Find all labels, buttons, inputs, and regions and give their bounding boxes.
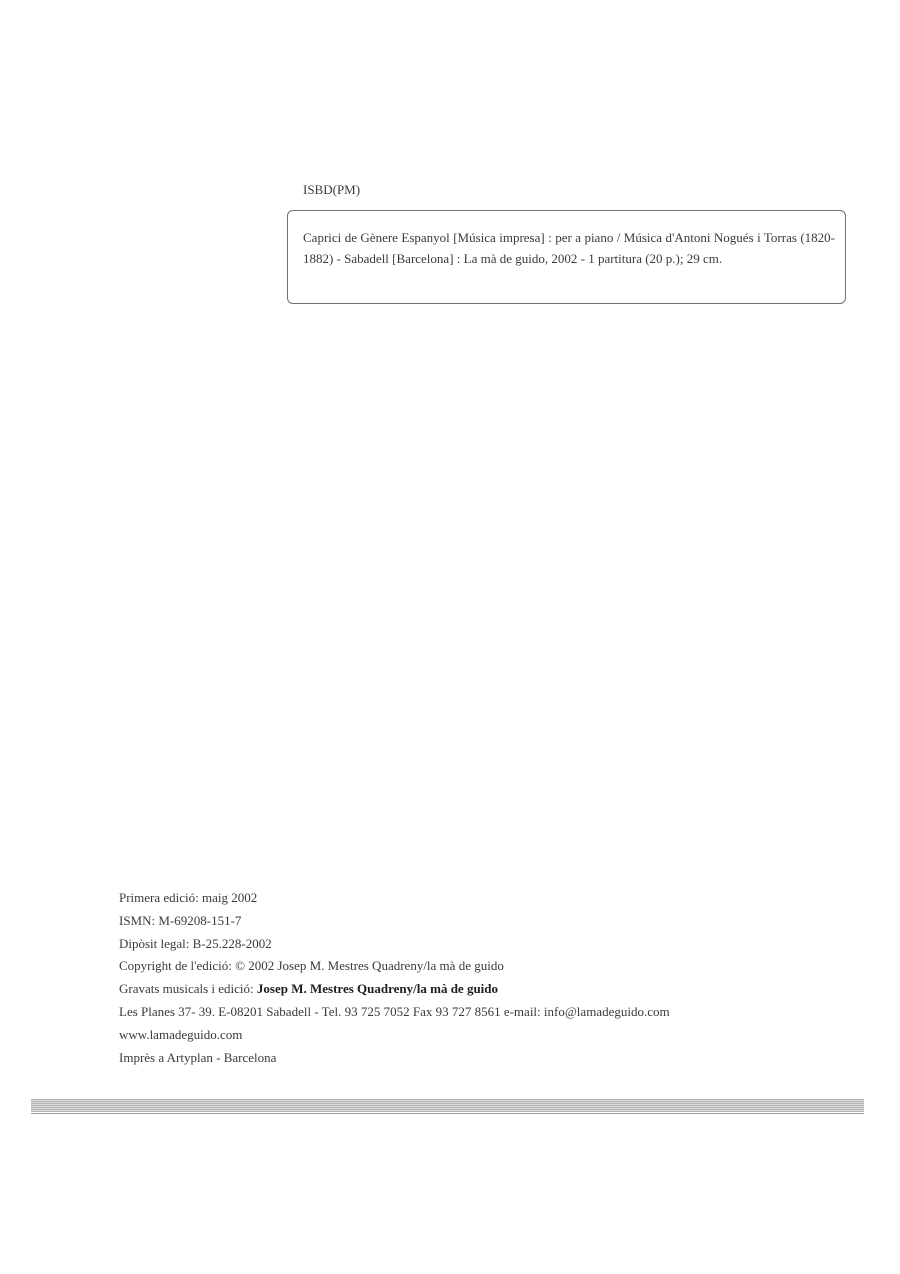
isbd-label: ISBD(PM): [303, 182, 361, 197]
footer-band: [31, 1099, 864, 1115]
footer-hatched-bar: [31, 1099, 864, 1112]
colophon: [119, 887, 839, 1069]
engraving-prefix: Gravats musicals i edició:: [119, 981, 257, 997]
catalog-record-text: Caprici de Gènere Espanyol [Música impresa] : per a piano / Música d'Antoni Nogués i Torras (1820-1882) - Sabadell [Barcelona] : La mà de guido, 2002 - 1 partitura (20 p.); 29 cm.: [303, 230, 835, 266]
printer-line: Imprès a Artyplan - Barcelona: [119, 1049, 277, 1065]
ismn-line: ISMN: M-69208-151-7: [119, 912, 242, 928]
edition-line: Primera edició: maig 2002: [119, 890, 258, 905]
legal-deposit-line: Dipòsit legal: B-25.228-2002: [119, 935, 272, 951]
footer-rule: [31, 1113, 864, 1114]
address-line: Les Planes 37- 39. E-08201 Sabadell - Tel. 93 725 7052 Fax 93 727 8561 e-mail: info@lamadeguido.com: [119, 1003, 670, 1019]
engraving-name: Josep M. Mestres Quadreny/la mà de guido: [256, 981, 499, 997]
catalog-record-box: [287, 210, 846, 304]
engraving-line: [119, 978, 839, 1001]
copyright-line: Copyright de l'edició: © 2002 Josep M. Mestres Quadreny/la mà de guido: [119, 958, 504, 974]
website-line: www.lamadeguido.com: [119, 1026, 243, 1042]
